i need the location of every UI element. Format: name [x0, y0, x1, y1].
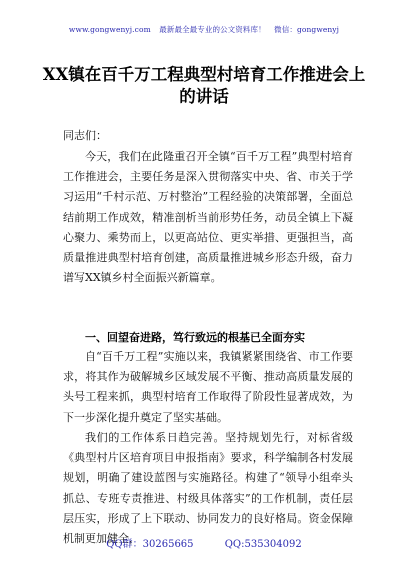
paragraph-2: 自“百千万工程”实施以来，我镇紧紧围绕省、市工作要求，将其作为破解城乡区域发展不平衡、推动高质量发展的头号工程来抓，典型村培育工作取得了阶段性显著成效，为下一步深化提升奠定了坚实基础。 — [63, 350, 353, 424]
page-header — [0, 24, 408, 35]
header-slogan: 最新最全最专业的公文资料库！ — [159, 25, 266, 34]
footer-qq: QQ:535304092 — [224, 539, 302, 550]
page-footer — [0, 535, 408, 550]
footer-qq-group: QQ群：30265665 — [106, 539, 194, 550]
header-site-link[interactable]: www.gongwenyj.com — [68, 25, 151, 34]
paragraph-intro: 今天，我们在此隆重召开全镇“百千万工程”典型村培育工作推进会，主要任务是深入贯彻落实中央、省、市关于学习运用“千村示范、万村整治”工程经验的决策部署，全面总结前期工作成效，精准剖析当前形势任务，动员全镇上下凝心聚力、乘势而上，以更高站位、更实举措、更强担当，高质量推进典型村培育创建，高质量推进城乡形态升级，奋力谱写XX镇乡村全面振兴新篇章。 — [63, 150, 353, 285]
paragraph-3: 我们的工作体系日趋完善。坚持规划先行，对标省级《典型村片区培育项目申报指南》要求，科学编制各村发展规划，明确了建设蓝图与实施路径。构建了“领导小组牵头抓总、专班专责推进、村级具体落实”的工作机制，责任层层压实，形成了上下联动、协同发力的良好格局。资金保障机制更加健全， — [63, 431, 353, 546]
header-wechat: 微信：gongwenyj — [274, 25, 340, 34]
section-heading: 一、回望奋进路，笃行致远的根基已全面夯实 — [85, 331, 305, 344]
document-title: XX镇在百千万工程典型村培育工作推进会上的讲话 — [42, 65, 366, 106]
greeting: 同志们： — [63, 129, 107, 142]
